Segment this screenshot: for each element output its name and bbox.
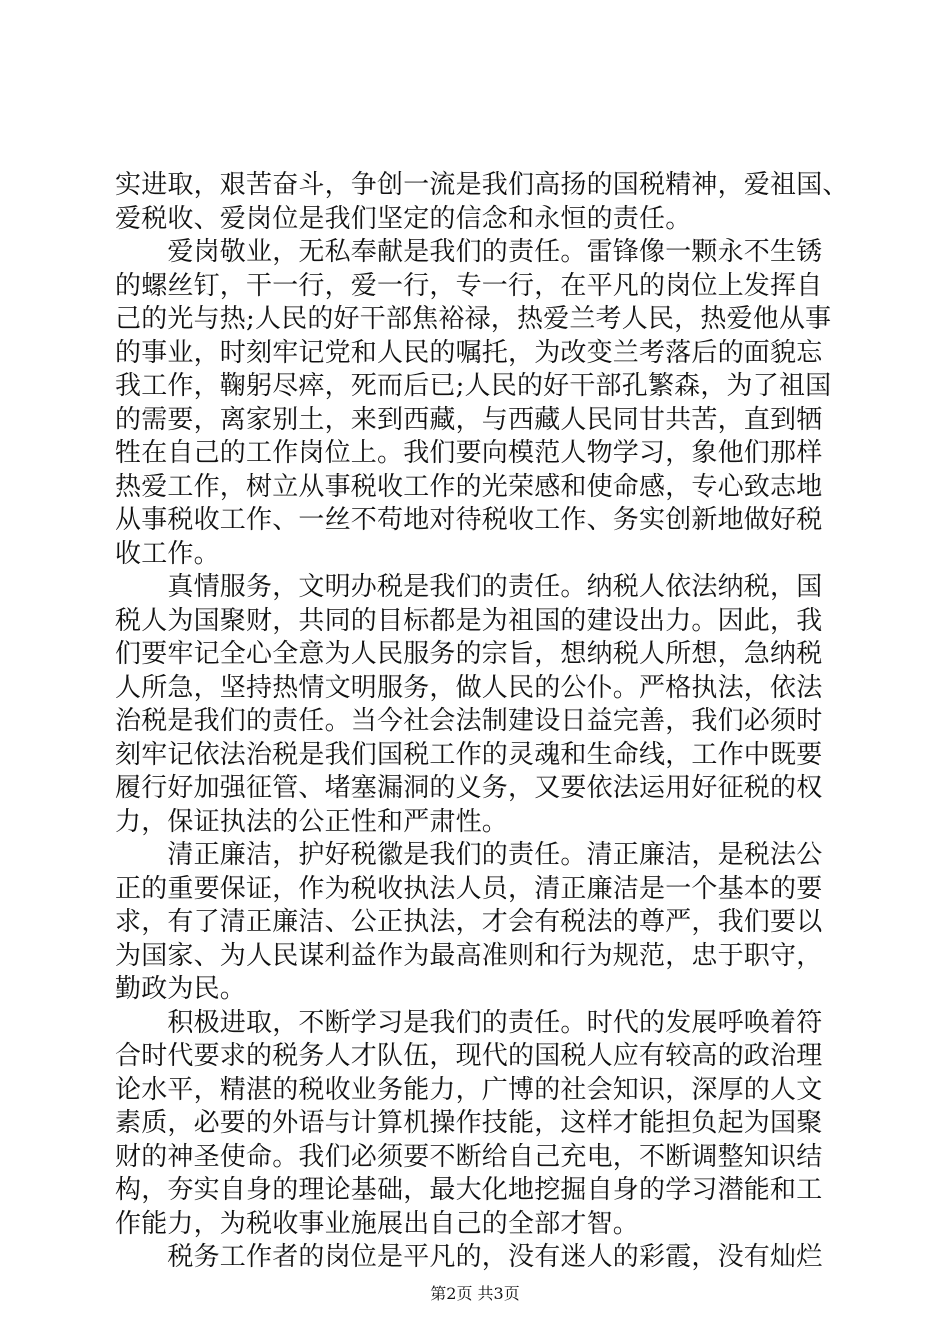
text-line: 热爱工作，树立从事税收工作的光荣感和使命感，专心致志地 [115, 471, 823, 502]
text-line: 牲在自己的工作岗位上。我们要向模范人物学习，象他们那样 [115, 438, 823, 468]
text-line: 的需要，离家别土，来到西藏，与西藏人民同甘共苦，直到牺 [115, 404, 823, 435]
text-line: 履行好加强征管、堵塞漏洞的义务，又要依法运用好征税的权 [115, 773, 823, 803]
text-line: 的螺丝钉，干一行，爱一行，专一行，在平凡的岗位上发挥自 [115, 270, 823, 301]
text-line: 我工作，鞠躬尽瘁，死而后已;人民的好干部孔繁森，为了祖国 [115, 371, 832, 401]
text-line: 实进取，艰苦奋斗，争创一流是我们高扬的国税精神，爱祖国、 [115, 170, 849, 200]
text-line: 勤政为民。 [115, 974, 247, 1004]
text-line: 从事税收工作、一丝不苟地对待税收工作、务实创新地做好税 [115, 505, 823, 535]
text-line: 论水平，精湛的税收业务能力，广博的社会知识，深厚的人文 [115, 1074, 823, 1105]
text-line: 作能力，为税收事业施展出自己的全部才智。 [115, 1208, 640, 1239]
text-line: 素质，必要的外语与计算机操作技能，这样才能担负起为国聚 [115, 1108, 823, 1138]
page-footer [0, 1284, 950, 1304]
text-line: 合时代要求的税务人才队伍，现代的国税人应有较高的政治理 [115, 1041, 823, 1071]
text-line: 构，夯实自身的理论基础，最大化地挖掘自身的学习潜能和工 [115, 1175, 823, 1205]
text-line: 力，保证执法的公正性和严肃性。 [115, 806, 509, 837]
text-line: 们要牢记全心全意为人民服务的宗旨，想纳税人所想，急纳税 [115, 639, 823, 669]
text-line: 的事业，时刻牢记党和人民的嘱托，为改变兰考落后的面貌忘 [115, 337, 823, 368]
text-line: 积极进取，不断学习是我们的责任。时代的发展呼唤着符 [115, 1007, 823, 1038]
text-line: 财的神圣使命。我们必须要不断给自己充电，不断调整知识结 [115, 1141, 823, 1172]
text-line: 刻牢记依法治税是我们国税工作的灵魂和生命线，工作中既要 [115, 739, 823, 770]
text-line: 求，有了清正廉洁、公正执法，才会有税法的尊严，我们要以 [115, 907, 823, 937]
text-line: 税务工作者的岗位是平凡的，没有迷人的彩霞，没有灿烂 [115, 1242, 823, 1272]
text-line: 爱税收、爱岗位是我们坚定的信念和永恒的责任。 [115, 203, 692, 234]
text-line: 收工作。 [115, 538, 220, 569]
text-line: 税人为国聚财，共同的目标都是为祖国的建设出力。因此，我 [115, 605, 823, 636]
text-line: 爱岗敬业，无私奉献是我们的责任。雷锋像一颗永不生锈 [115, 237, 823, 267]
page-number: 第2页 共3页 [430, 1284, 520, 1303]
text-line: 清正廉洁，护好税徽是我们的责任。清正廉洁，是税法公 [115, 840, 823, 870]
document-body [115, 169, 849, 1275]
text-line: 真情服务，文明办税是我们的责任。纳税人依法纳税，国 [115, 572, 823, 602]
text-line: 治税是我们的责任。当今社会法制建设日益完善，我们必须时 [115, 706, 823, 736]
text-line: 己的光与热;人民的好干部焦裕禄，热爱兰考人民，热爱他从事 [115, 304, 832, 334]
text-line: 人所急，坚持热情文明服务，做人民的公仆。严格执法，依法 [115, 672, 823, 703]
text-line: 为国家、为人民谋利益作为最高准则和行为规范，忠于职守， [115, 940, 823, 971]
text-line: 正的重要保证，作为税收执法人员，清正廉洁是一个基本的要 [115, 873, 823, 904]
